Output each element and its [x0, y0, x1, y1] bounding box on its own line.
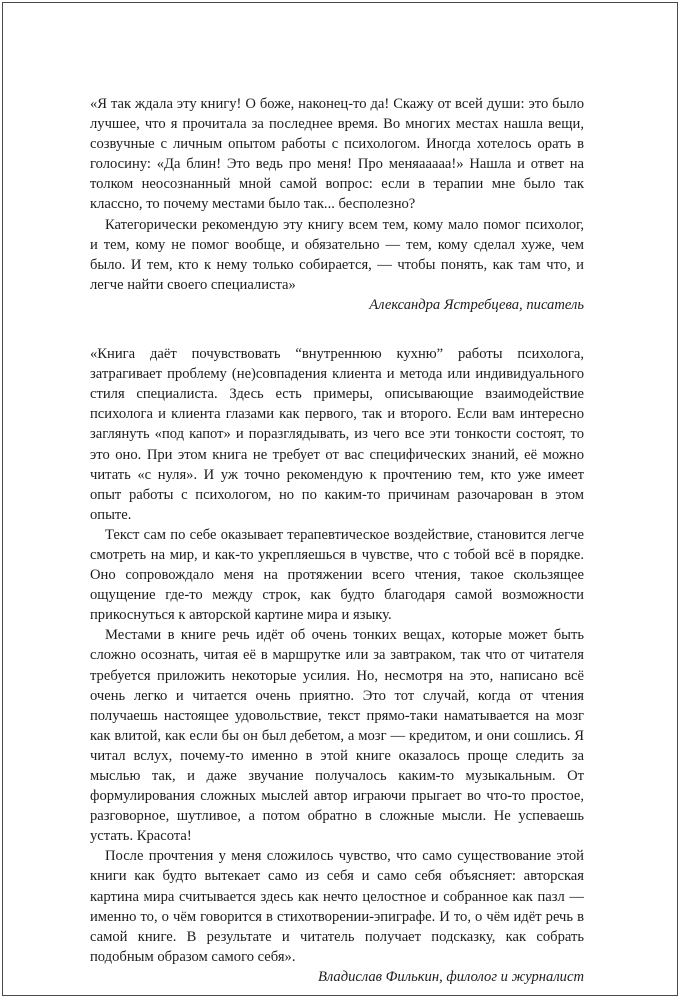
book-page [2, 2, 678, 996]
review-paragraph: Местами в книге речь идёт об очень тонких вещах, которые может быть сложно осознать, читая её в маршрутке или за завтраком, так что от читателя требуется приложить некоторые усилия. Но, несмотря на это, написано всё очень легко и читается очень приятно. Это тот случай, когда от чтения получаешь настоящее удовольствие, текст прямо-таки наматывается на мозг как влитой, как если бы он был дебетом, а мозг — кредитом, и они сошлись. Я читал вслух, почему-то именно в этой книге оказалось проще следить за мыслью так, и даже звучание получалось каким-то музыкальным. От формулирования сложных мыслей автор играючи прыгает во что-то простое, разговорное, шутливое, а потом обратно в сложные мысли. Не успеваешь устать. Красота! [90, 627, 584, 845]
review-yastrebtseva [90, 94, 584, 315]
page-content [90, 94, 584, 987]
review-filkin [90, 344, 584, 987]
review-paragraph: Текст сам по себе оказывает терапевтическое воздействие, становится легче смотреть на мир, и как-то укрепляешься в чувстве, что с тобой всё в порядке. Оно сопровождало меня на протяжении всего чтения, такое скользящее ощущение где-то между строк, как будто благодаря самой возможности прикоснуться к авторской картине мира и языку. [90, 526, 584, 624]
review-paragraph: «Я так ждала эту книгу! О боже, наконец-то да! Скажу от всей души: это было лучшее, что я прочитала за последнее время. Во многих местах нашла вещи, созвучные с личным опытом работы с психологом. Иногда хотелось орать в голосину: «Да блин! Это ведь про меня! Про меняааааа!» Нашла и ответ на толком неосознанный мной самой вопрос: если в терапии мне было так классно, то почему местами было так... бесполезно? [90, 96, 584, 213]
review-signature: Владислав Филькин, филолог и журналист [317, 968, 584, 985]
review-paragraph: Категорически рекомендую эту книгу всем тем, кому мало помог психолог, и тем, кому не помог вообще, и обязательно — тем, кому сделал хуже, чем было. И тем, кто к нему только собирается, — чтобы понять, как там что, и легче найти своего специалиста» [90, 216, 584, 293]
review-paragraph: «Книга даёт почувствовать “внутреннюю кухню” работы психолога, затрагивает проблему (не)совпадения клиента и метода или индивидуального стиля специалиста. Здесь есть примеры, описывающие взаимодействие психолога и клиента глазами как первого, так и второго. Если вам интересно заглянуть «под капот» и поразглядывать, из чего все эти тонкости состоят, то это оно. При этом книга не требует от вас специфических знаний, её можно читать «с нуля». И уж точно рекомендую к прочтению тем, кто уже имеет опыт работы с психологом, но по каким-то причинам разочарован в этом опыте. [90, 346, 584, 523]
review-signature: Александра Ястребцева, писатель [369, 296, 584, 313]
review-paragraph: После прочтения у меня сложилось чувство, что само существование этой книги как будто вытекает само из себя и само себя объясняет: авторская картина мира считывается здесь как нечто целостное и собранное как пазл — именно то, о чём говорится в стихотворении-эпиграфе. И то, о чём идёт речь в самой книге. В результате и читатель получает подсказку, как собрать подобным образом самого себя». [90, 848, 584, 965]
